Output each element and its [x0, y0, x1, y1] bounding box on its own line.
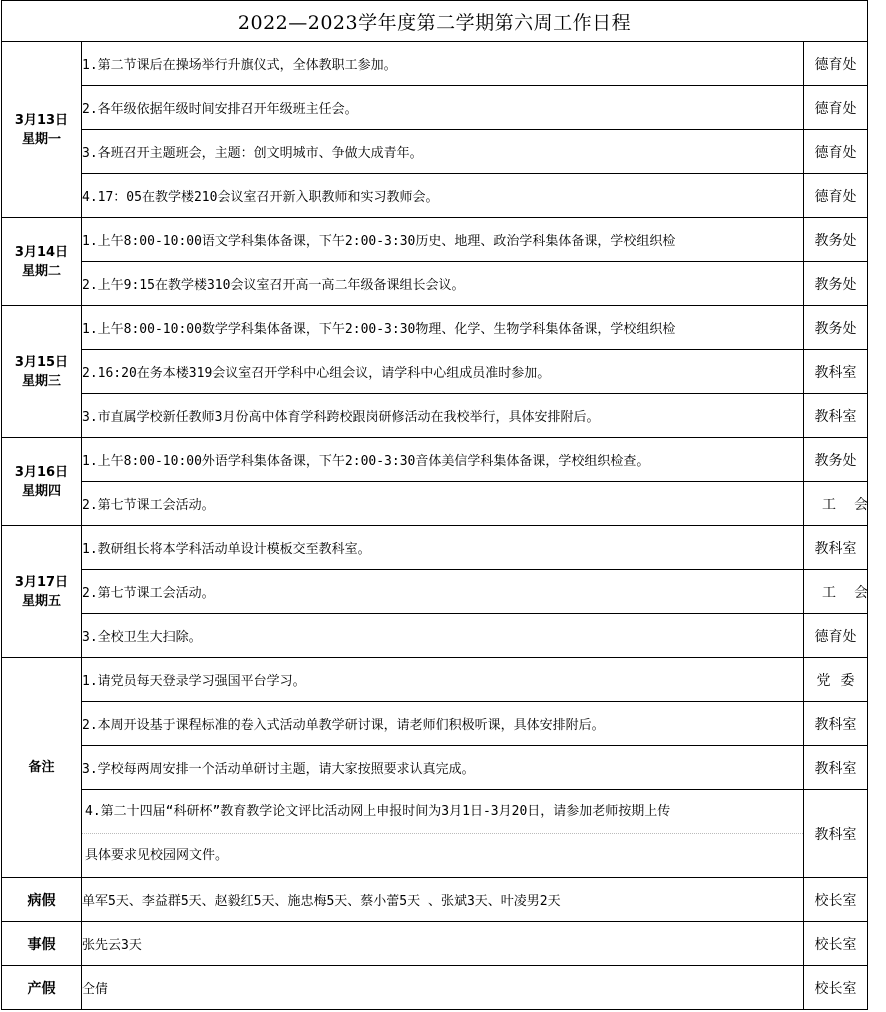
- day-date: 3月17日: [14, 574, 69, 590]
- day-date: 3月16日: [14, 464, 69, 480]
- table-row: [2, 922, 868, 966]
- dept-cell: 德育处: [804, 614, 868, 658]
- table-row: [2, 350, 868, 394]
- table-row: [2, 658, 868, 702]
- table-row: [2, 614, 868, 658]
- table-row: [2, 262, 868, 306]
- note-text: 3.学校每两周安排一个活动单研讨主题，请大家按照要求认真完成。: [82, 746, 804, 790]
- page-title: 2022—2023学年度第二学期第六周工作日程: [2, 1, 868, 42]
- leave-label-sick: 病假: [2, 878, 82, 922]
- dept-cell: 教务处: [804, 262, 868, 306]
- table-row: [2, 526, 868, 570]
- day-date: 3月13日: [14, 112, 69, 128]
- dept-cell: 教务处: [804, 306, 868, 350]
- note-text: 2.本周开设基于课程标准的卷入式活动单教学研讨课，请老师们积极听课，具体安排附后。: [82, 702, 804, 746]
- dept-cell: 党委: [804, 658, 868, 702]
- day-cell-wednesday: [2, 306, 82, 438]
- task-text: 1.上午8:00-10:00语文学科集体备课，下午2:00-3:30历史、地理、政治学科集体备课，学校组织检: [82, 218, 804, 262]
- task-text: 3.各班召开主题班会，主题：创文明城市、争做大成青年。: [82, 130, 804, 174]
- task-text: 2.各年级依据年级时间安排召开年级班主任会。: [82, 86, 804, 130]
- dept-cell: 德育处: [804, 130, 868, 174]
- table-row: [2, 42, 868, 86]
- task-text: 2.第七节课工会活动。: [82, 482, 804, 526]
- dept-cell: 教科室: [804, 526, 868, 570]
- table-row: [2, 702, 868, 746]
- dept-cell: 教务处: [804, 218, 868, 262]
- task-text: 1.教研组长将本学科活动单设计模板交至教科室。: [82, 526, 804, 570]
- dept-cell: 教科室: [804, 790, 868, 878]
- note-text: 1.请党员每天登录学习强国平台学习。: [82, 658, 804, 702]
- task-text: 3.市直属学校新任教师3月份高中体育学科跨校跟岗研修活动在我校举行，具体安排附后。: [82, 394, 804, 438]
- dept-cell: 德育处: [804, 86, 868, 130]
- note-cell-multiline: [82, 790, 804, 878]
- day-weekday: 星期三: [21, 373, 61, 389]
- leave-label-personal: 事假: [2, 922, 82, 966]
- day-weekday: 星期五: [21, 593, 61, 609]
- dept-cell: 工会: [804, 482, 868, 526]
- day-cell-tuesday: [2, 218, 82, 306]
- dept-cell: 教科室: [804, 350, 868, 394]
- task-text: 4.17：05在教学楼210会议室召开新入职教师和实习教师会。: [82, 174, 804, 218]
- dept-cell: 工会: [804, 570, 868, 614]
- dept-cell: 校长室: [804, 922, 868, 966]
- table-row: [2, 966, 868, 1010]
- table-row: [2, 482, 868, 526]
- day-weekday: 星期四: [21, 483, 61, 499]
- dept-cell: 校长室: [804, 878, 868, 922]
- dept-cell: 德育处: [804, 42, 868, 86]
- table-row: [2, 130, 868, 174]
- dept-cell: 德育处: [804, 174, 868, 218]
- schedule-table: [1, 0, 886, 1010]
- day-weekday: 星期一: [21, 131, 61, 147]
- task-text: 2.上午9:15在教学楼310会议室召开高一高二年级备课组长会议。: [82, 262, 804, 306]
- dept-cell: 校长室: [804, 966, 868, 1010]
- task-text: 2.第七节课工会活动。: [82, 570, 804, 614]
- leave-label-maternity: 产假: [2, 966, 82, 1010]
- table-row: [2, 746, 868, 790]
- table-row: [2, 86, 868, 130]
- table-row: [2, 218, 868, 262]
- leave-text: 单军5天、李益群5天、赵毅红5天、施忠梅5天、蔡小蕾5天 、张斌3天、叶凌男2天: [82, 878, 804, 922]
- table-row: [2, 570, 868, 614]
- dept-cell: 教科室: [804, 394, 868, 438]
- table-row: [2, 878, 868, 922]
- task-text: 3.全校卫生大扫除。: [82, 614, 804, 658]
- table-row: [2, 790, 868, 878]
- day-cell-thursday: [2, 438, 82, 526]
- task-text: 2.16:20在务本楼319会议室召开学科中心组会议，请学科中心组成员准时参加。: [82, 350, 804, 394]
- task-text: 1.第二节课后在操场举行升旗仪式，全体教职工参加。: [82, 42, 804, 86]
- task-text: 1.上午8:00-10:00外语学科集体备课，下午2:00-3:30音体美信学科集体备课，学校组织检查。: [82, 438, 804, 482]
- dept-cell: 教务处: [804, 438, 868, 482]
- note-text-continued: 具体要求见校园网文件。: [82, 833, 803, 877]
- notes-label: 备注: [2, 658, 82, 878]
- note-text: 4.第二十四届“科研杯”教育教学论文评比活动网上申报时间为3月1日-3月20日，请参加老师按期上传: [85, 804, 671, 819]
- table-row: [2, 438, 868, 482]
- dept-cell: 教科室: [804, 746, 868, 790]
- dept-cell: 教科室: [804, 702, 868, 746]
- table-row: [2, 306, 868, 350]
- task-text: 1.上午8:00-10:00数学学科集体备课，下午2:00-3:30物理、化学、生物学科集体备课，学校组织检: [82, 306, 804, 350]
- day-date: 3月15日: [14, 354, 69, 370]
- day-cell-friday: [2, 526, 82, 658]
- day-weekday: 星期二: [21, 263, 61, 279]
- day-date: 3月14日: [14, 244, 69, 260]
- table-row: [2, 174, 868, 218]
- table-row: [2, 394, 868, 438]
- title-row: [2, 1, 868, 42]
- day-cell-monday: [2, 42, 82, 218]
- leave-text: 张先云3天: [82, 922, 804, 966]
- leave-text: 仝倩: [82, 966, 804, 1010]
